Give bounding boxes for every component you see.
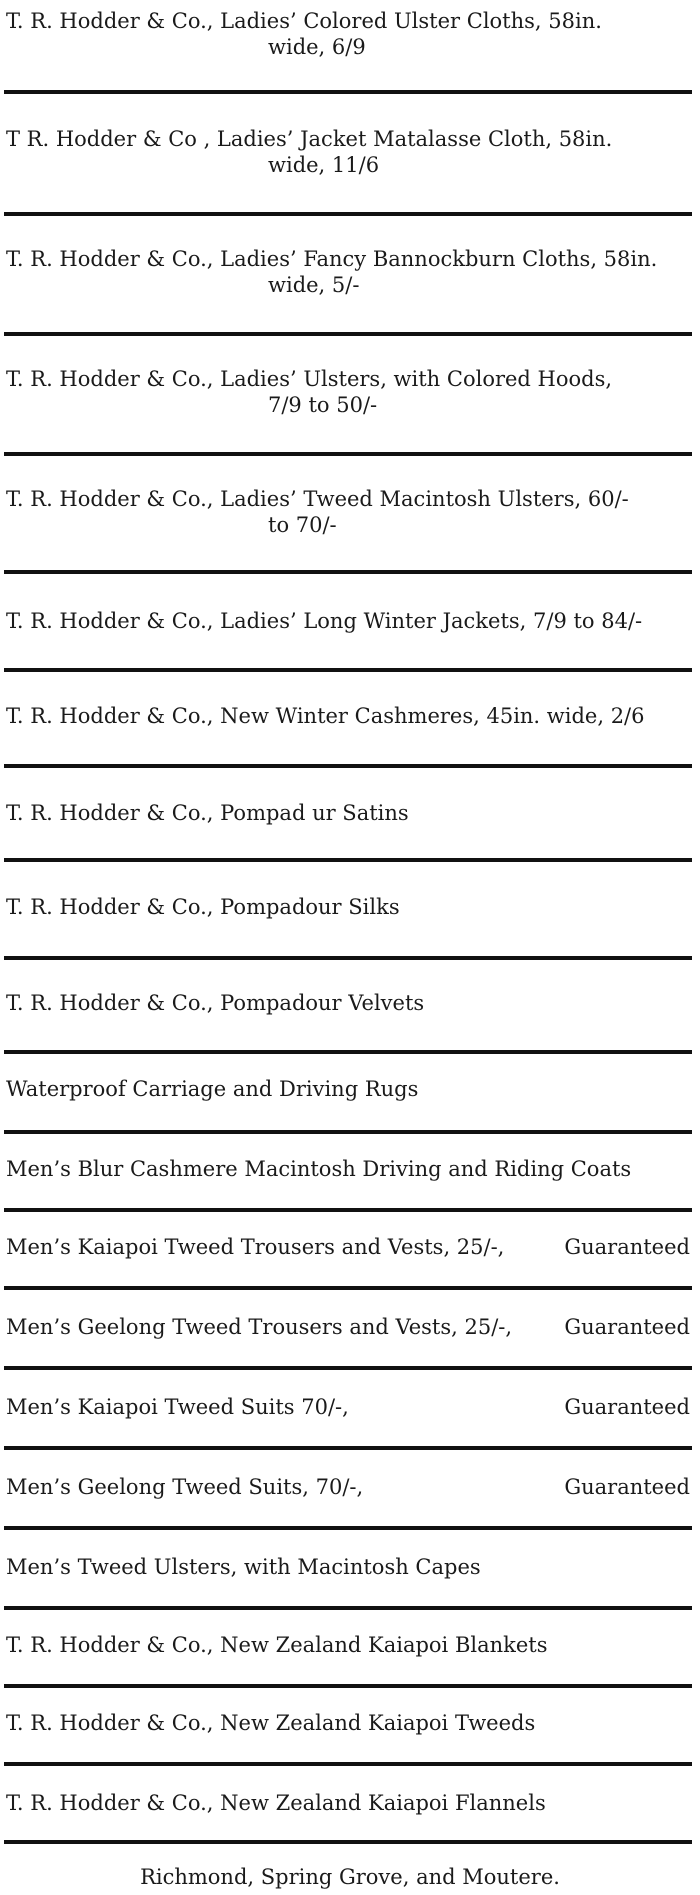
divider-rule (4, 858, 692, 862)
ad-text: Men’s Tweed Ulsters, with Macintosh Capes (6, 1555, 481, 1579)
ad-continuation: wide, 11/6 (268, 153, 380, 177)
divider-rule (4, 1684, 692, 1688)
divider-rule (4, 90, 692, 94)
ad-entry (6, 1474, 690, 1500)
ad-text: Men’s Geelong Tweed Trousers and Vests, 25/-, (6, 1315, 513, 1339)
divider-rule (4, 1286, 692, 1290)
ad-text: Men’s Blur Cashmere Macintosh Driving and Riding Coats (6, 1157, 632, 1181)
ad-guarantee: Guaranteed (564, 1235, 690, 1259)
divider-rule (4, 1208, 692, 1212)
ad-guarantee: Guaranteed (564, 1395, 690, 1419)
ad-continuation: wide, 5/- (268, 273, 360, 297)
footer-locations (0, 1864, 700, 1890)
ad-text: T. R. Hodder & Co., New Winter Cashmeres, 45in. wide, 2/6 (6, 704, 645, 728)
ad-entry (6, 1790, 690, 1816)
ad-text: Men’s Geelong Tweed Suits, 70/-, (6, 1475, 364, 1499)
ad-text: T. R. Hodder & Co., Ladies’ Long Winter Jackets, 7/9 to 84/- (6, 609, 643, 633)
divider-rule (4, 1366, 692, 1370)
ad-continuation: to 70/- (268, 513, 337, 537)
ad-entry (6, 608, 690, 634)
divider-rule (4, 1762, 692, 1766)
ad-text: T R. Hodder & Co , Ladies’ Jacket Matalasse Cloth, 58in. (6, 127, 613, 151)
ad-text: T. R. Hodder & Co., Pompad ur Satins (6, 801, 409, 825)
ad-entry (6, 1554, 690, 1580)
ad-entry (6, 1710, 690, 1736)
ad-entry (6, 990, 690, 1016)
ad-entry (6, 1076, 690, 1102)
divider-rule (4, 1050, 692, 1054)
ad-text: T. R. Hodder & Co., Ladies’ Tweed Macintosh Ulsters, 60/- (6, 487, 629, 511)
ad-entry (6, 894, 690, 920)
divider-rule (4, 1526, 692, 1530)
ad-continuation: wide, 6/9 (268, 35, 366, 59)
ad-entry (6, 1234, 690, 1260)
ad-guarantee: Guaranteed (564, 1315, 690, 1339)
divider-rule (4, 1446, 692, 1450)
ad-entry (6, 1314, 690, 1340)
divider-rule (4, 668, 692, 672)
ad-entry (6, 246, 690, 298)
ad-entry (6, 1394, 690, 1420)
ad-text: T. R. Hodder & Co., Ladies’ Ulsters, with Colored Hoods, (6, 367, 613, 391)
ad-text: Waterproof Carriage and Driving Rugs (6, 1077, 419, 1101)
ad-entry (6, 366, 690, 418)
divider-rule (4, 212, 692, 216)
ad-text: T. R. Hodder & Co., New Zealand Kaiapoi Blankets (6, 1633, 548, 1657)
ad-entry (6, 486, 690, 538)
ad-text: T. R. Hodder & Co., Ladies’ Fancy Bannockburn Cloths, 58in. (6, 247, 658, 271)
divider-rule (4, 1606, 692, 1610)
divider-rule (4, 1840, 692, 1844)
divider-rule (4, 570, 692, 574)
ad-entry (6, 703, 690, 729)
ad-text: T. R. Hodder & Co., Pompadour Velvets (6, 991, 425, 1015)
ad-continuation: 7/9 to 50/- (268, 393, 378, 417)
ad-guarantee: Guaranteed (564, 1475, 690, 1499)
divider-rule (4, 764, 692, 768)
ad-entry (6, 800, 690, 826)
ad-entry (6, 1156, 690, 1182)
footer-text: Richmond, Spring Grove, and Moutere. (140, 1865, 560, 1889)
divider-rule (4, 452, 692, 456)
ad-text: T. R. Hodder & Co., Pompadour Silks (6, 895, 400, 919)
divider-rule (4, 332, 692, 336)
divider-rule (4, 956, 692, 960)
ad-text: T. R. Hodder & Co., New Zealand Kaiapoi Tweeds (6, 1711, 536, 1735)
ad-text: Men’s Kaiapoi Tweed Suits 70/-, (6, 1395, 349, 1419)
ad-text: T. R. Hodder & Co., Ladies’ Colored Ulster Cloths, 58in. (6, 9, 602, 33)
ad-text: Men’s Kaiapoi Tweed Trousers and Vests, 25/-, (6, 1235, 505, 1259)
ad-entry (6, 126, 690, 178)
ad-entry (6, 1632, 690, 1658)
ad-text: T. R. Hodder & Co., New Zealand Kaiapoi Flannels (6, 1791, 546, 1815)
ad-entry (6, 8, 690, 60)
divider-rule (4, 1130, 692, 1134)
